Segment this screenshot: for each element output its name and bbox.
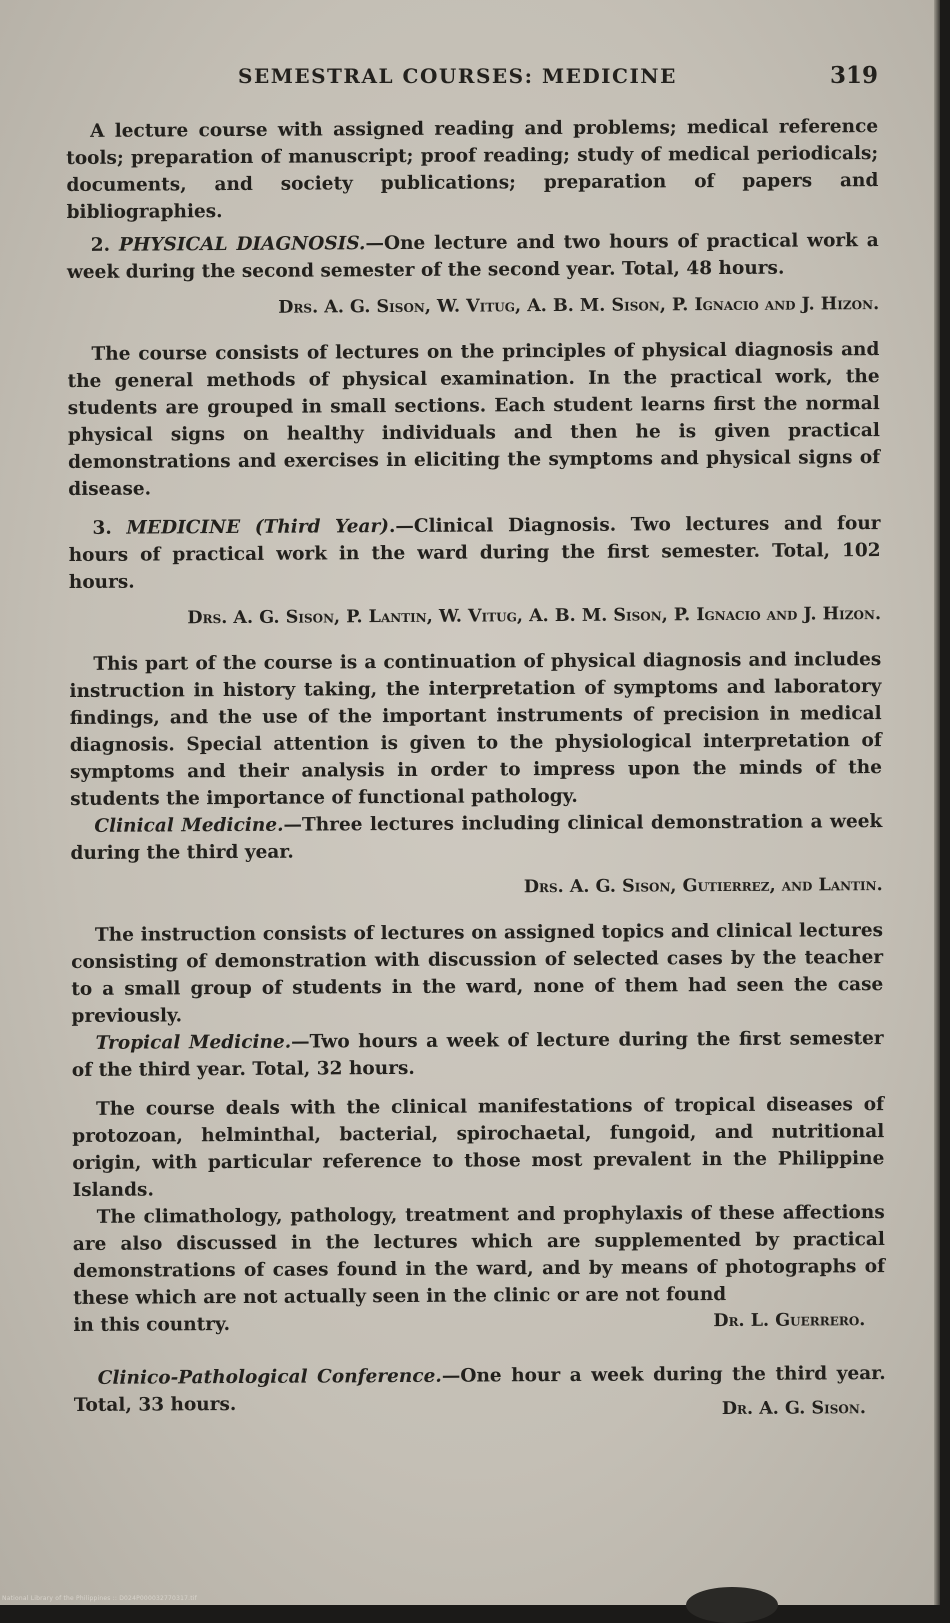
- course-2-title: PHYSICAL DIAGNOSIS.: [119, 233, 366, 256]
- cpc-description: —One hour a week during the third year. Total, 33 hours.: [74, 1363, 886, 1416]
- intro-paragraph: A lecture course with assigned reading and problems; medical reference tools; preparation of manuscript; proof reading; study of medical periodicals; documents, and society publications; preparation of papers and bibliographies.: [66, 113, 879, 226]
- tropical-medicine-body-2: The climathology, pathology, treatment and prophylaxis of these affections are also discussed in the lectures which are supplemented by practical demonstrations of cases found in the ward, and by means of photographs of these which are not actually seen in the clinic or are not found: [73, 1199, 886, 1312]
- tropical-medicine-body-end: in this country.: [73, 1314, 230, 1336]
- clinical-medicine-body: The instruction consists of lectures on assigned topics and clinical lectures consisting of demonstration with discussion of selected cases by the teacher to a small group of students in the ward, none of them had seen the case previously.: [71, 917, 884, 1030]
- cpc-signature-row: [74, 1387, 886, 1419]
- clinical-medicine-heading: [70, 808, 882, 867]
- tropical-medicine-body-1: The course deals with the clinical manifestations of tropical diseases of protozoan, helminthal, bacterial, spirochaetal, fungoid, and nutritional origin, with particular reference to those most prevalent in the Philippine Islands.: [72, 1091, 885, 1204]
- course-3-body: This part of the course is a continuation of physical diagnosis and includes instruction in history taking, the interpretation of symptoms and laboratory findings, and the use of the important instruments of precision in medical diagnosis. Special attention is given to the physiological interpretation of symptoms and their analysis in order to impress upon the minds of the students the importance of functional pathology.: [69, 646, 882, 813]
- page-body: [66, 113, 886, 1419]
- course-2-description: —One lecture and two hours of practical work a week during the second semester of the second year. Total, 48 hours.: [67, 230, 879, 283]
- clinical-medicine-title: Clinical Medicine.: [94, 815, 283, 837]
- tropical-medicine-title: Tropical Medicine.: [96, 1032, 292, 1054]
- scan-footer: National Library of the Philippines :: D024P000032770317.tif: [2, 1595, 197, 1602]
- tropical-medicine-description: —Two hours a week of lecture during the first semester of the third year. Total, 32 hours.: [72, 1028, 884, 1081]
- clinical-medicine-instructors: Drs. A. G. Sison, Gutierrez, and Lantin.: [71, 872, 883, 904]
- clinical-medicine-description: —Three lectures including clinical demonstration a week during the third year.: [70, 811, 882, 864]
- tropical-medicine-heading: [72, 1025, 884, 1084]
- tropical-medicine-instructor: Dr. L. Guerrero.: [713, 1307, 865, 1335]
- course-3-instructors: Drs. A. G. Sison, P. Lantin, W. Vitug, A. B. M. Sison, P. Ignacio and J. Hizon.: [69, 601, 881, 633]
- page-title: SEMESTRAL COURSES: MEDICINE: [238, 64, 677, 88]
- cpc-instructor: Dr. A. G. Sison.: [722, 1395, 866, 1423]
- course-2-body: The course consists of lectures on the principles of physical diagnosis and the general methods of physical examination. In the practical work, the students are grouped in small sections. Each student learns first the normal physical signs on healthy individuals and then he is given practical demonstrations and exercises in eliciting the symptoms and physical signs of disease.: [67, 336, 880, 503]
- page-number: 319: [830, 62, 878, 89]
- course-3-description: .—Clinical Diagnosis. Two lectures and four hours of practical work in the ward during the first semester. Total, 102 hours.: [69, 513, 881, 593]
- course-3-title: MEDICINE: [126, 517, 240, 539]
- course-3-heading: 3. MEDICINE (Third Year).—Clinical Diagnosis. Two lectures and four hours of practical work in the ward during the first semester. Total, 102 hours.: [68, 510, 880, 596]
- course-2-heading: 2. PHYSICAL DIAGNOSIS.—One lecture and two hours of practical work a week during the second semester of the second year. Total, 48 hours.: [67, 227, 879, 286]
- running-header: [238, 64, 878, 88]
- course-2-instructors: Drs. A. G. Sison, W. Vitug, A. B. M. Sison, P. Ignacio and J. Hizon.: [67, 291, 879, 323]
- scan-shadow: [686, 1587, 778, 1623]
- tropical-medicine-signature-row: [73, 1307, 885, 1339]
- cpc-title: Clinico-Pathological Conference.: [98, 1366, 442, 1389]
- course-3-subtitle: (Third Year): [255, 516, 389, 538]
